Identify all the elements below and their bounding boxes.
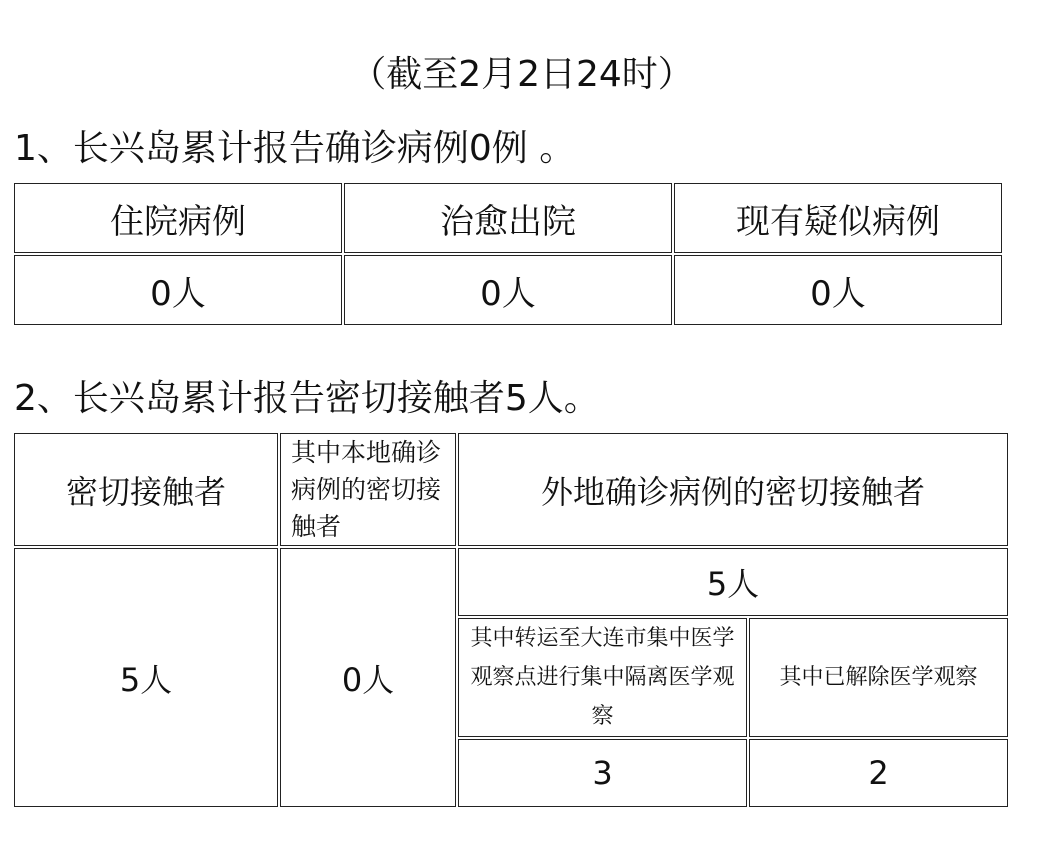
header-outside-contacts: 外地确诊病例的密切接触者: [458, 433, 1008, 546]
header-local-contacts: 其中本地确诊病例的密切接触者: [280, 433, 456, 546]
value-outside-contacts: 5人: [458, 548, 1008, 616]
header-hospitalized: 住院病例: [14, 183, 342, 253]
header-suspected: 现有疑似病例: [674, 183, 1002, 253]
report-date: （截至2月2日24时）: [350, 54, 694, 95]
header-transferred: 其中转运至大连市集中医学观察点进行集中隔离医学观察: [458, 618, 747, 737]
table-row: [14, 548, 1008, 616]
header-released: 其中已解除医学观察: [749, 618, 1008, 737]
table-header-row: [14, 183, 1002, 253]
header-recovered: 治愈出院: [344, 183, 672, 253]
table-row: [14, 255, 1002, 325]
table-header-row: [14, 433, 1008, 546]
value-close-contacts: 5人: [14, 548, 278, 807]
value-hospitalized: 0人: [14, 255, 342, 325]
header-close-contacts: 密切接触者: [14, 433, 278, 546]
close-contacts-table: [12, 431, 1010, 809]
confirmed-cases-table: [12, 181, 1004, 327]
value-suspected: 0人: [674, 255, 1002, 325]
close-contacts-heading: 2、长兴岛累计报告密切接触者5人。: [14, 378, 600, 419]
value-local-contacts: 0人: [280, 548, 456, 807]
value-released: 2: [749, 739, 1008, 807]
value-transferred: 3: [458, 739, 747, 807]
confirmed-cases-heading: 1、长兴岛累计报告确诊病例0例 。: [14, 128, 576, 169]
value-recovered: 0人: [344, 255, 672, 325]
